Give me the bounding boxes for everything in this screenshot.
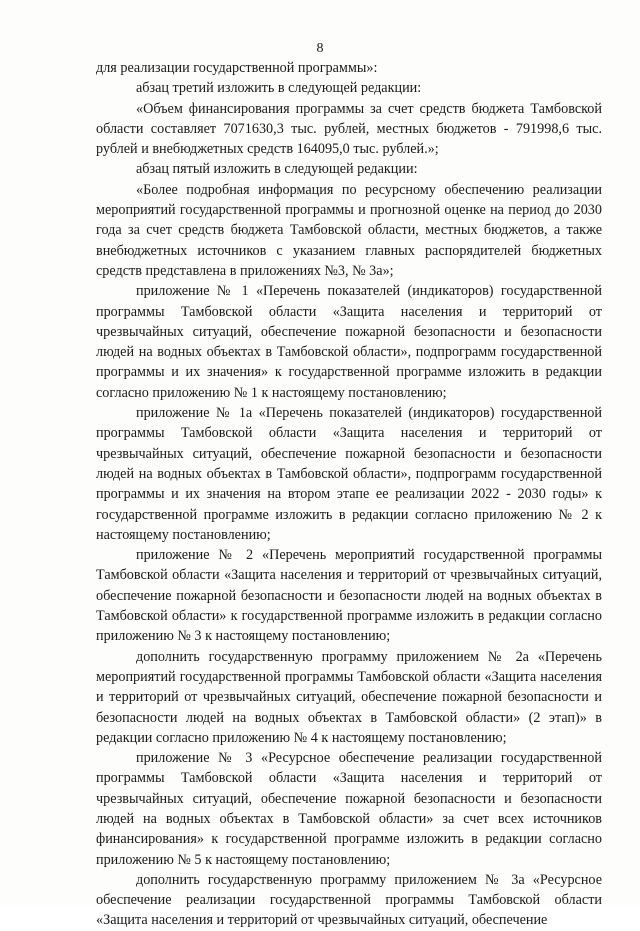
paragraph: «Объем финансирования программы за счет средств бюджета Тамбовской области составляет 7071630,3 тыс. рублей, местных бюджетов - 791998,6 тыс. рублей и внебюджетных средств 164095,0 тыс. рублей.»; (96, 100, 602, 158)
paragraph: приложение № 3 «Ресурсное обеспечение реализации государственной программы Тамбовской области «Защита населения и территорий от чрезвычайных ситуаций, обеспечение пожарной безопасности и безопасности людей на водных объектах в Тамбовской области» за счет всех источников финансирования» к государственной программе изложить в редакции согласно приложению № 5 к настоящему постановлению; (96, 750, 602, 868)
paragraph: приложение № 1 «Перечень показателей (индикаторов) государственной программы Тамбовской области «Защита населения и территорий от чрезвычайных ситуаций, обеспечение пожарной безопасности и безопасности людей на водных объектах в Тамбовской области», подпрограмм государственной программы и их значения» к государственной программе изложить в редакции согласно приложению № 1 к настоящему постановлению; (96, 283, 602, 401)
paragraph: дополнить государственную программу приложением № 3а «Ресурсное обеспечение реализации государственной программы Тамбовской области «Защита населения и территорий от чрезвычайных ситуаций, обеспечение (96, 871, 602, 929)
document-body (96, 58, 602, 931)
paragraph: дополнить государственную программу приложением № 2а «Перечень мероприятий государственной программы Тамбовской области «Защита населения и территорий от чрезвычайных ситуаций, обеспечение пожарной безопасности и безопасности людей на водных объектах в Тамбовской области» (2 этап)» в редакции согласно приложению № 4 к настоящему постановлению; (96, 648, 602, 746)
paragraph: приложение № 2 «Перечень мероприятий государственной программы Тамбовской области «Защита населения и территорий от чрезвычайных ситуаций, обеспечение пожарной безопасности и безопасности людей на водных объектах в Тамбовской области» к государственной программе изложить в редакции согласно приложению № 3 к настоящему постановлению; (96, 547, 602, 645)
paragraph: «Более подробная информация по ресурсному обеспечению реализации мероприятий государственной программы и прогнозной оценке на период до 2030 года за счет средств бюджета Тамбовской области, местных бюджетов, а также внебюджетных источников с указанием главных распорядителей бюджетных средств представлена в приложениях №3, № 3а»; (96, 181, 602, 279)
paragraph: приложение № 1а «Перечень показателей (индикаторов) государственной программы Тамбовской области «Защита населения и территорий от чрезвычайных ситуаций, обеспечение пожарной безопасности и безопасности людей на водных объектах в Тамбовской области», подпрограмм государственной программы и их значения на втором этапе ее реализации 2022 - 2030 годы» к государственной программе изложить в редакции согласно приложению № 2 к настоящему постановлению; (96, 405, 602, 543)
paragraph: абзац пятый изложить в следующей редакции: (136, 161, 418, 178)
page-number: 8 (316, 41, 324, 56)
paragraph: для реализации государственной программы»: (96, 60, 378, 76)
paragraph: абзац третий изложить в следующей редакции: (136, 80, 422, 97)
